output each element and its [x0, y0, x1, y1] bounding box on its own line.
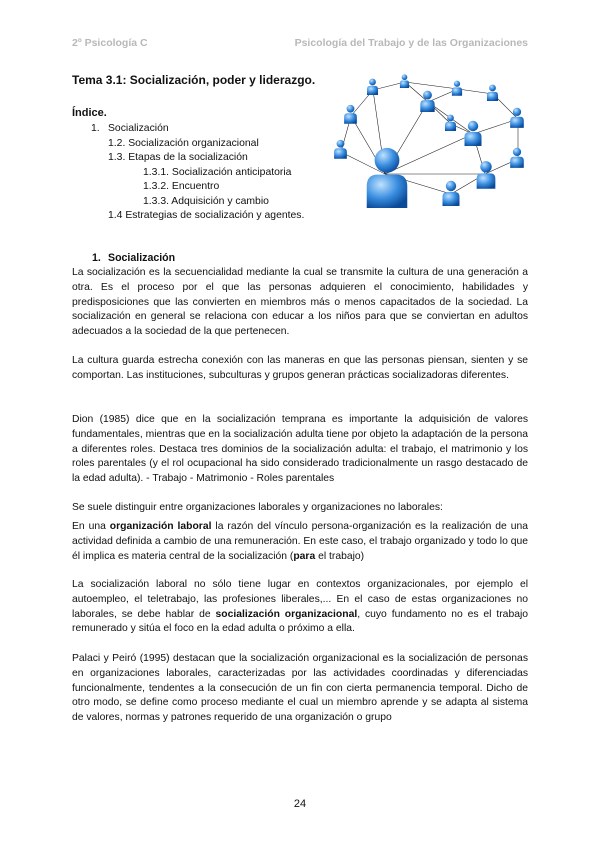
person-icon: [510, 108, 524, 128]
paragraph: Dion (1985) dice que en la socialización temprana es importante la adquisición de valores fundamentales, mientras que en la socialización adulta tiene por objeto la adaptación de la persona a diferentes roles. Destaca tres dominios de la socialización adulta: el trabajo, el matrimonio y los roles parentales (y el rol ocupacional ha sido considerado tradicionalmente un rasgo destacado de la edad adulta). - Trabajo - Matrimonio - Roles parentales: [72, 414, 528, 485]
toc-item: [108, 209, 304, 222]
running-header: [72, 37, 528, 51]
toc-item-number: 1.: [91, 123, 100, 134]
bold-term: socialización organizacional: [215, 608, 358, 620]
page-number: 24: [293, 798, 307, 810]
paragraph: [72, 520, 528, 564]
header-subject: Psicología del Trabajo y de las Organizaciones: [294, 37, 528, 49]
person-icon: [465, 121, 482, 146]
text-run: La socialización laboral no sólo tiene lugar en contextos organizacionales, por ejemplo el autoempleo, el teletrabajo, las profesiones liberales,... En el caso de estas organizaciones no laborales, se debe hablar de: [72, 579, 528, 620]
people-network-illustration: [333, 74, 529, 226]
section-title: Socialización: [108, 252, 176, 264]
person-icon: [443, 181, 460, 206]
person-icon: [400, 74, 409, 88]
toc-item-label: 1.4 Estrategias de socialización y agentes.: [108, 210, 305, 221]
paragraph: [72, 578, 528, 637]
index-heading: Índice.: [72, 107, 107, 119]
toc-item: [143, 195, 269, 208]
person-icon: [445, 115, 456, 131]
toc-item: [143, 180, 219, 193]
toc-item-label: 1.3.3. Adquisición y cambio: [143, 196, 269, 207]
bold-term: para: [293, 550, 316, 562]
toc-item: [143, 166, 291, 179]
text-run: , cuyo fundamento no es el trabajo remunerado y sitúa el foco en la edad adulta o próximo a ella.: [72, 608, 528, 635]
person-icon: [452, 81, 462, 96]
bold-term: organización laboral: [109, 521, 212, 532]
text-run: la razón del vínculo persona-organización es la realización de una actividad definida a cambio de una remuneración. En este caso, el trabajo organizado y todo lo que él implica es materia central de la socialización (: [72, 521, 528, 562]
people-icons: [334, 74, 524, 208]
header-course: 2º Psicología C: [72, 37, 148, 49]
person-icon: [367, 148, 408, 208]
paragraph: Palaci y Peiró (1995) destacan que la socialización organizacional es la socialización de personas en organizaciones laborales, caracterizadas por las actividades coordinadas y diferenciadas funcionalmente, tendentes a la consecución de un fin con cierta permanencia temporal. Dicho de otro modo, se define como proceso mediante el cual un miembro aprende y se adapta al sistema de valores, normas y patrones requerido de una organización o grupo: [72, 653, 528, 724]
toc-item-label: 1.2. Socialización organizacional: [108, 138, 259, 149]
toc-item: [108, 151, 248, 164]
toc-item-label: 1.3.1. Socialización anticipatoria: [143, 167, 292, 178]
document-title: Tema 3.1: Socialización, poder y liderazgo.: [72, 73, 316, 87]
toc-item-label: Socialización: [108, 123, 169, 134]
paragraph: La socialización es la secuencialidad mediante la cual se transmite la cultura de una generación a otra. Es el proceso por el que las personas adquieren el conocimiento, habilidades y predisposiciones que las convierten en miembros más o menos capacitados de la sociedad. La socialización en general se relaciona con educar a los niños para que se conviertan en adultos adecuados a la sociedad de la que pertenecen.: [72, 267, 528, 338]
person-icon: [477, 161, 496, 189]
person-icon: [510, 148, 524, 168]
toc-item: [91, 122, 169, 135]
text-run: el trabajo): [315, 550, 365, 562]
toc-item-label: 1.3. Etapas de la socialización: [108, 152, 248, 163]
paragraph: Se suele distinguir entre organizaciones laborales y organizaciones no laborales:: [72, 502, 443, 513]
section-heading: [92, 252, 175, 264]
section-number: 1.: [92, 252, 101, 264]
person-icon: [487, 85, 498, 101]
person-icon: [367, 79, 378, 95]
paragraph: La cultura guarda estrecha conexión con las maneras en que las personas piensan, sienten y se comportan. Las instituciones, subculturas y grupos generan prácticas socializadoras diferentes.: [72, 355, 528, 381]
toc-item-label: 1.3.2. Encuentro: [143, 181, 220, 192]
toc-item: [108, 137, 259, 150]
person-icon: [334, 140, 347, 159]
person-icon: [344, 105, 357, 124]
text-run: En una: [72, 521, 110, 532]
person-icon: [420, 91, 434, 112]
